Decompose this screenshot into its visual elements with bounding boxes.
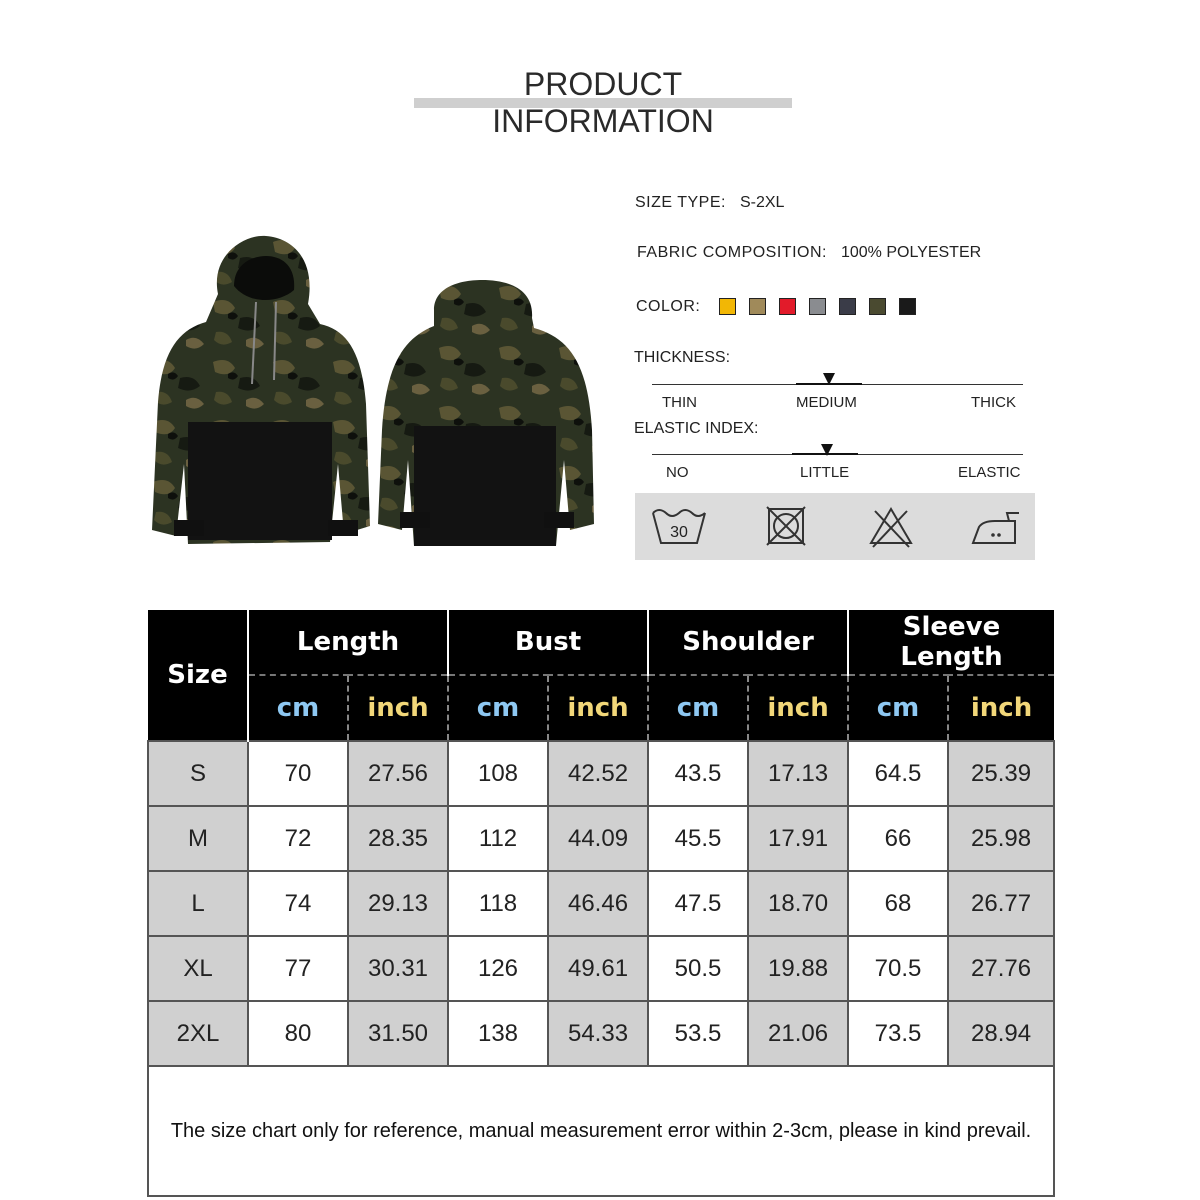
value-cell: 68 — [848, 871, 948, 936]
value-cell: 73.5 — [848, 1001, 948, 1066]
value-cell: 77 — [248, 936, 348, 1001]
thickness-marker — [823, 373, 835, 385]
wash-temp: 30 — [670, 524, 688, 541]
value-cell: 80 — [248, 1001, 348, 1066]
value-cell: 27.56 — [348, 741, 448, 806]
value-cell: 118 — [448, 871, 548, 936]
color-label: COLOR: — [636, 298, 701, 315]
elastic-label: ELASTIC INDEX: — [634, 420, 759, 437]
value-cell: 138 — [448, 1001, 548, 1066]
table-row — [148, 806, 1054, 871]
value-cell: 31.50 — [348, 1001, 448, 1066]
thickness-label: THICKNESS: — [634, 349, 731, 366]
value-cell: 44.09 — [548, 806, 648, 871]
value-cell: 29.13 — [348, 871, 448, 936]
table-row — [148, 871, 1054, 936]
elastic-elastic: ELASTIC — [958, 464, 1021, 481]
size-type-label: SIZE TYPE: — [635, 194, 726, 211]
value-cell: 19.88 — [748, 936, 848, 1001]
hoodie-back-image — [374, 280, 599, 550]
elastic-little: LITTLE — [800, 464, 850, 481]
size-chart-note: The size chart only for reference, manual measurement error within 2-3cm, please in kind prevail. — [148, 1066, 1054, 1196]
shoulder-cm-header: cm — [648, 675, 748, 741]
value-cell: 27.76 — [948, 936, 1054, 1001]
thickness-thick: THICK — [971, 394, 1016, 411]
size-type-value: S-2XL — [739, 194, 785, 211]
page-title: PRODUCT INFORMATION — [492, 66, 714, 139]
value-cell: 45.5 — [648, 806, 748, 871]
no-bleach-icon — [861, 503, 921, 551]
value-cell: 21.06 — [748, 1001, 848, 1066]
value-cell: 49.61 — [548, 936, 648, 1001]
value-cell: 66 — [848, 806, 948, 871]
size-type-row — [635, 194, 784, 212]
length-cm-header: cm — [248, 675, 348, 741]
color-row — [636, 298, 929, 316]
size-label-cell: 2XL — [148, 1001, 248, 1066]
value-cell: 17.91 — [748, 806, 848, 871]
size-label-cell: M — [148, 806, 248, 871]
value-cell: 50.5 — [648, 936, 748, 1001]
value-cell: 43.5 — [648, 741, 748, 806]
shoulder-header: Shoulder — [648, 610, 848, 675]
bust-header: Bust — [448, 610, 648, 675]
value-cell: 26.77 — [948, 871, 1054, 936]
elastic-marker — [821, 444, 833, 456]
value-cell: 42.52 — [548, 741, 648, 806]
color-swatches — [719, 298, 929, 315]
sleeve-length-header: Sleeve Length — [848, 610, 1054, 675]
table-row — [148, 1001, 1054, 1066]
no-tumble-dry-icon — [755, 503, 815, 551]
thickness-medium: MEDIUM — [796, 394, 857, 411]
value-cell: 17.13 — [748, 741, 848, 806]
iron-medium-icon — [965, 503, 1025, 551]
fabric-row — [637, 244, 981, 262]
value-cell: 28.35 — [348, 806, 448, 871]
value-cell: 30.31 — [348, 936, 448, 1001]
elastic-no: NO — [666, 464, 689, 481]
bust-cm-header: cm — [448, 675, 548, 741]
shoulder-inch-header: inch — [748, 675, 848, 741]
color-swatch — [719, 298, 736, 315]
value-cell: 46.46 — [548, 871, 648, 936]
bust-inch-header: inch — [548, 675, 648, 741]
value-cell: 70.5 — [848, 936, 948, 1001]
color-swatch — [749, 298, 766, 315]
length-inch-header: inch — [348, 675, 448, 741]
sleeve-inch-header: inch — [948, 675, 1054, 741]
fabric-value: 100% POLYESTER — [840, 244, 982, 261]
color-swatch — [809, 298, 826, 315]
color-swatch — [869, 298, 886, 315]
value-cell: 126 — [448, 936, 548, 1001]
care-icons-panel — [635, 493, 1035, 560]
table-row — [148, 741, 1054, 806]
size-label-cell: S — [148, 741, 248, 806]
value-cell: 25.98 — [948, 806, 1054, 871]
value-cell: 108 — [448, 741, 548, 806]
length-header: Length — [248, 610, 448, 675]
color-swatch — [899, 298, 916, 315]
value-cell: 70 — [248, 741, 348, 806]
value-cell: 28.94 — [948, 1001, 1054, 1066]
value-cell: 54.33 — [548, 1001, 648, 1066]
table-row — [148, 936, 1054, 1001]
value-cell: 53.5 — [648, 1001, 748, 1066]
value-cell: 47.5 — [648, 871, 748, 936]
value-cell: 18.70 — [748, 871, 848, 936]
size-label-cell: XL — [148, 936, 248, 1001]
value-cell: 25.39 — [948, 741, 1054, 806]
value-cell: 72 — [248, 806, 348, 871]
wash-30-icon — [649, 503, 709, 551]
thickness-thin: THIN — [662, 394, 697, 411]
value-cell: 74 — [248, 871, 348, 936]
size-header: Size — [148, 610, 248, 741]
color-swatch — [779, 298, 796, 315]
color-swatch — [839, 298, 856, 315]
product-info-panel — [620, 170, 1040, 570]
size-chart-table — [147, 610, 1055, 1197]
hoodie-front-image — [148, 234, 373, 550]
sleeve-cm-header: cm — [848, 675, 948, 741]
value-cell: 64.5 — [848, 741, 948, 806]
size-label-cell: L — [148, 871, 248, 936]
fabric-label: FABRIC COMPOSITION: — [637, 244, 827, 261]
value-cell: 112 — [448, 806, 548, 871]
